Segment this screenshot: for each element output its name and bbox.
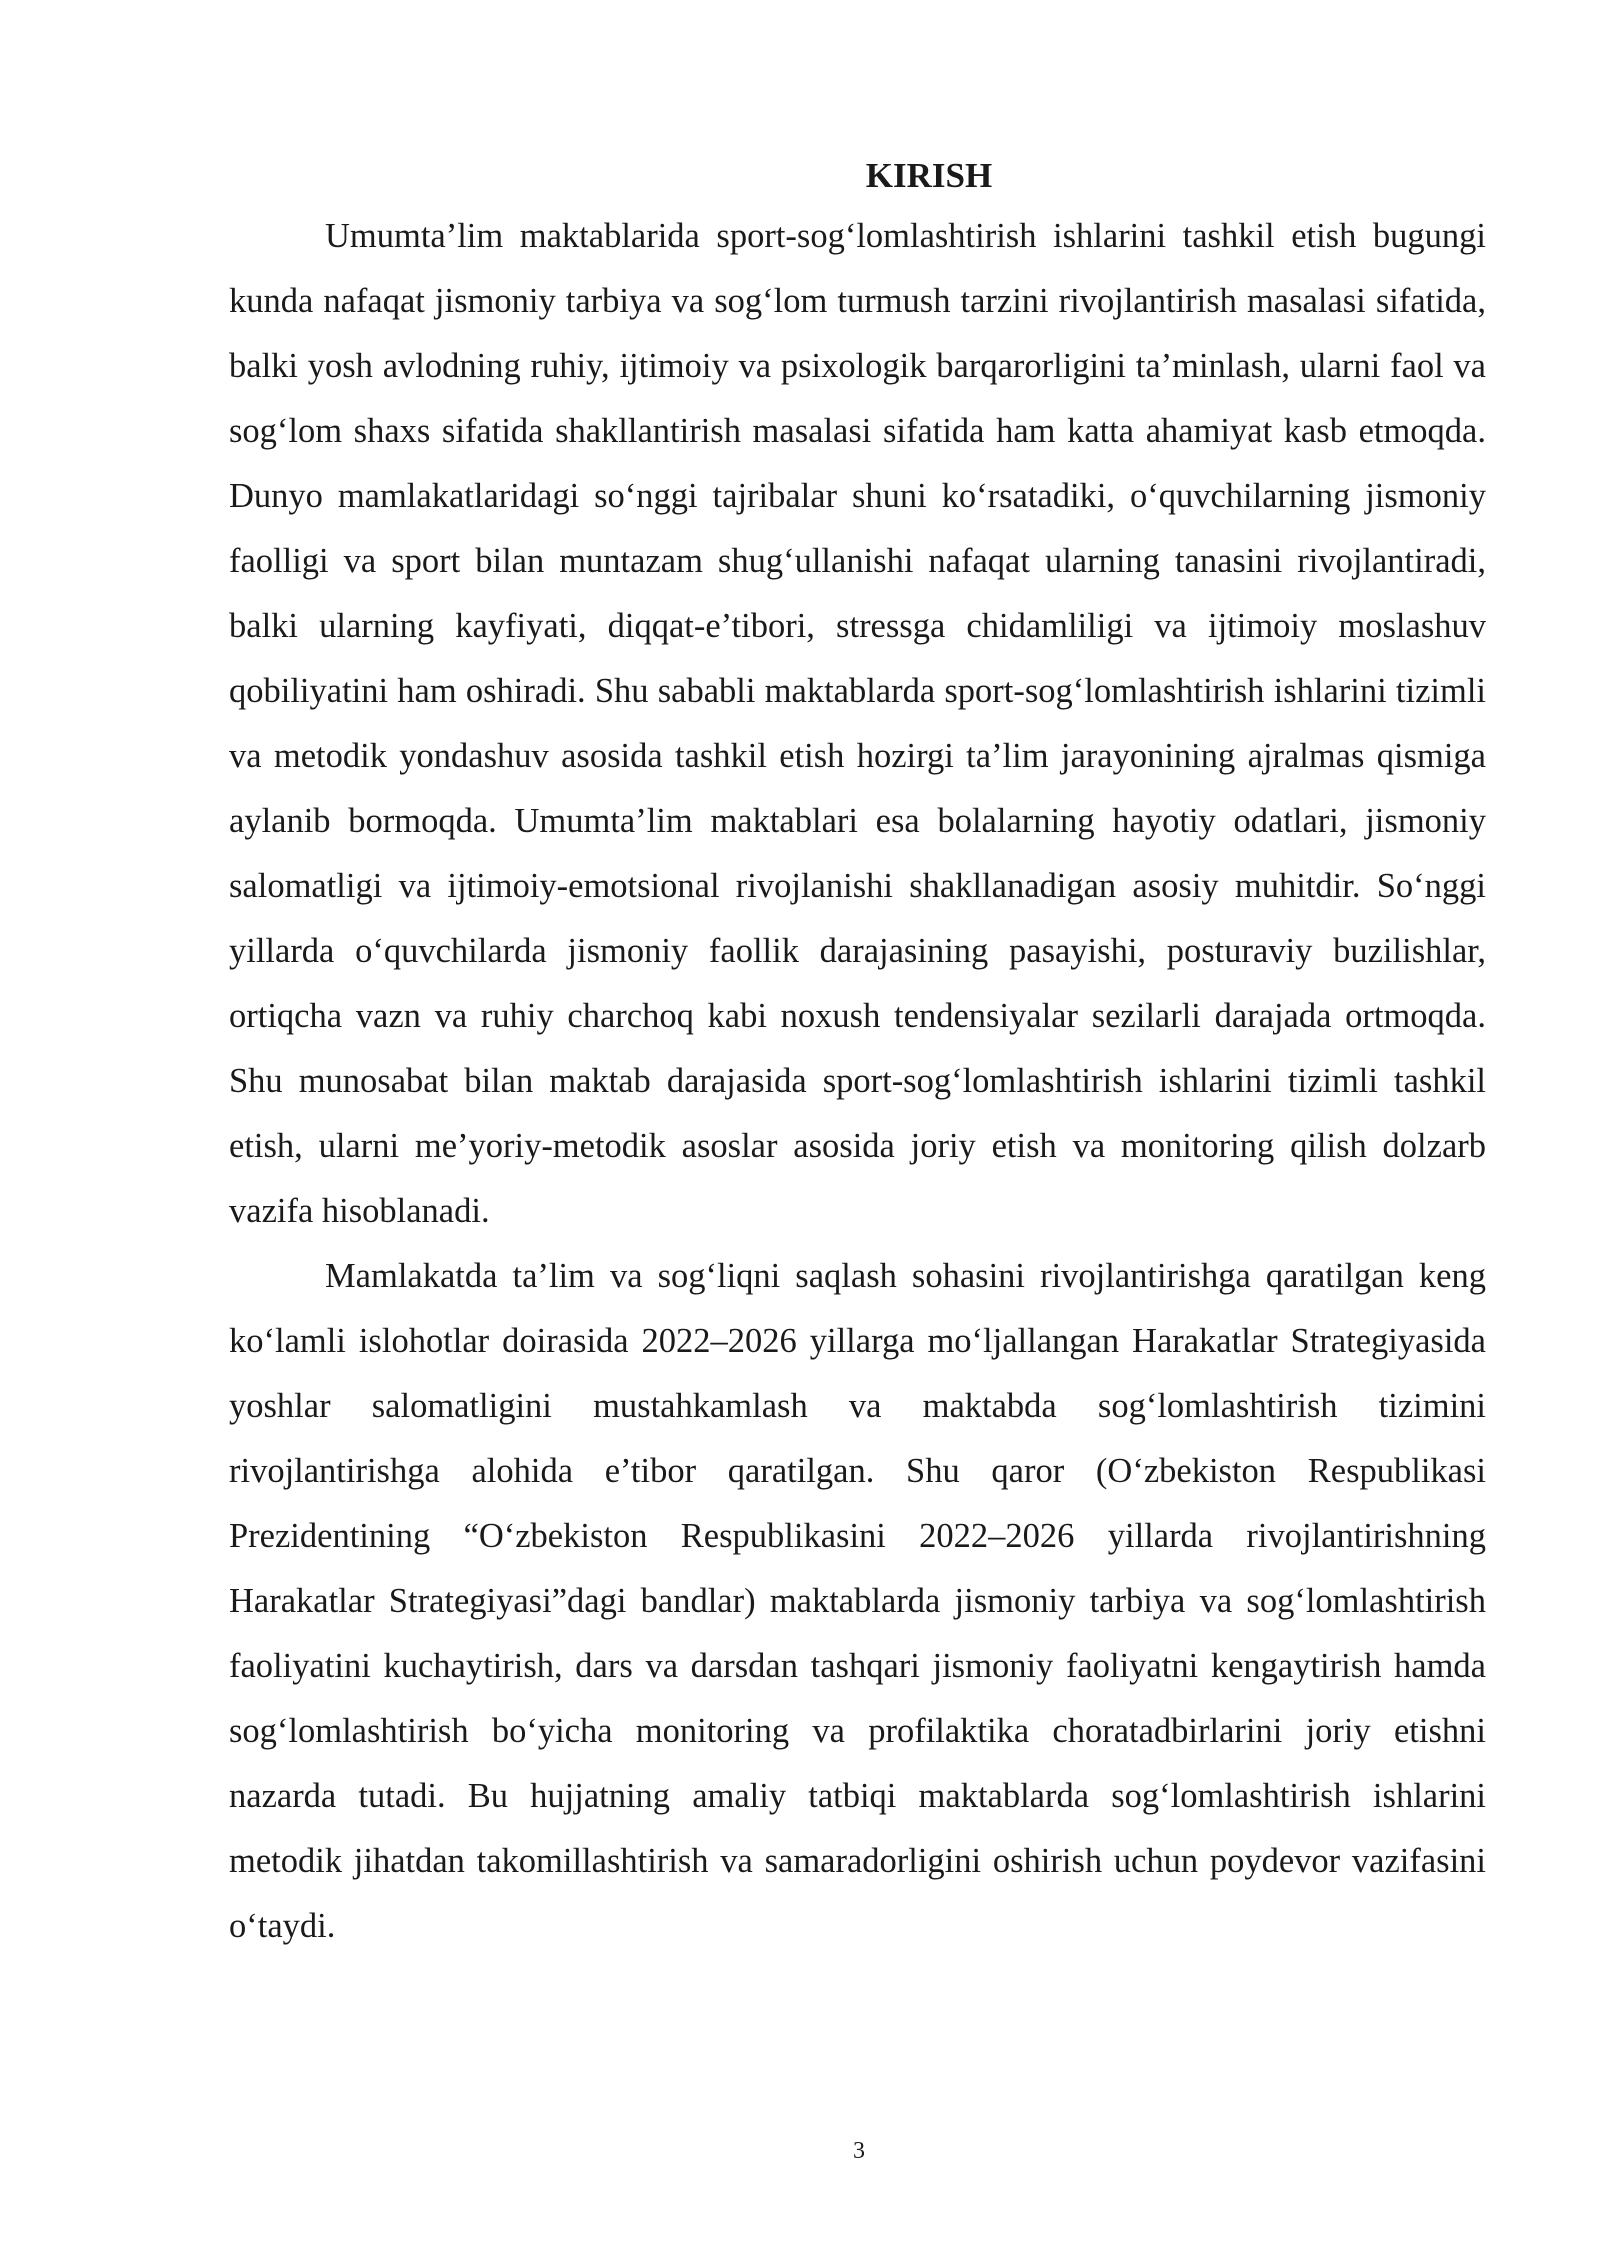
paragraph-strategy: Mamlakatda ta’lim va sog‘liqni saqlash sohasini rivojlantirishga qaratilgan keng ko‘lamli islohotlar doirasida 2022–2026 yillarga mo‘ljallangan Harakatlar Strategiyasida yoshlar salomatligini mustahkamlash va maktabda sog‘lomlashtirish tizimini rivojlantirishga alohida e’tibor qaratilgan. Shu qaror (O‘zbekiston Respublikasi Prezidentining “O‘zbekiston Respublikasini 2022–2026 yillarda rivojlantirishning Harakatlar Strategiyasi”dagi bandlar) maktablarda jismoniy tarbiya va sog‘lomlashtirish faoliyatini kuchaytirish, dars va darsdan tashqari jismoniy faoliyatni kengaytirish hamda sog‘lomlashtirish bo‘yicha monitoring va profilaktika choratadbirlarini joriy etishni nazarda tutadi. Bu hujjatning amaliy tatbiqi maktablarda sog‘lomlashtirish ishlarini metodik jihatdan takomillashtirish va samaradorligini oshirish uchun poydevor vazifasini o‘taydi. [229, 1257, 1486, 1945]
page-body [229, 148, 1486, 1959]
paragraph-intro: Umumta’lim maktablarida sport-sog‘lomlashtirish ishlarini tashkil etish bugungi kunda nafaqat jismoniy tarbiya va sog‘lom turmush tarzini rivojlantirish masalasi sifatida, balki yosh avlodning ruhiy, ijtimoiy va psixologik barqarorligini ta’minlash, ularni faol va sog‘lom shaxs sifatida shakllantirish masalasi sifatida ham katta ahamiyat kasb etmoqda. Dunyo mamlakatlaridagi so‘nggi tajribalar shuni ko‘rsatadiki, o‘quvchilarning jismoniy faolligi va sport bilan muntazam shug‘ullanishi nafaqat ularning tanasini rivojlantiradi, balki ularning kayfiyati, diqqat-e’tibori, stressga chidamliligi va ijtimoiy moslashuv qobiliyatini ham oshiradi. Shu sababli maktablarda sport-sog‘lomlashtirish ishlarini tizimli va metodik yondashuv asosida tashkil etish hozirgi ta’lim jarayonining ajralmas qismiga aylanib bormoqda. Umumta’lim maktablari esa bolalarning hayotiy odatlari, jismoniy salomatligi va ijtimoiy-emotsional rivojlanishi shakllanadigan asosiy muhitdir. So‘nggi yillarda o‘quvchilarda jismoniy faollik darajasining pasayishi, posturaviy buzilishlar, ortiqcha vazn va ruhiy charchoq kabi noxush tendensiyalar sezilarli darajada ortmoqda. Shu munosabat bilan maktab darajasida sport-sog‘lomlashtirish ishlarini tizimli tashkil etish, ularni me’yoriy-metodik asoslar asosida joriy etish va monitoring qilish dolzarb vazifa hisoblanadi. [229, 217, 1486, 1230]
page-number: 3 [853, 2138, 865, 2164]
section-title: KIRISH [865, 156, 993, 195]
